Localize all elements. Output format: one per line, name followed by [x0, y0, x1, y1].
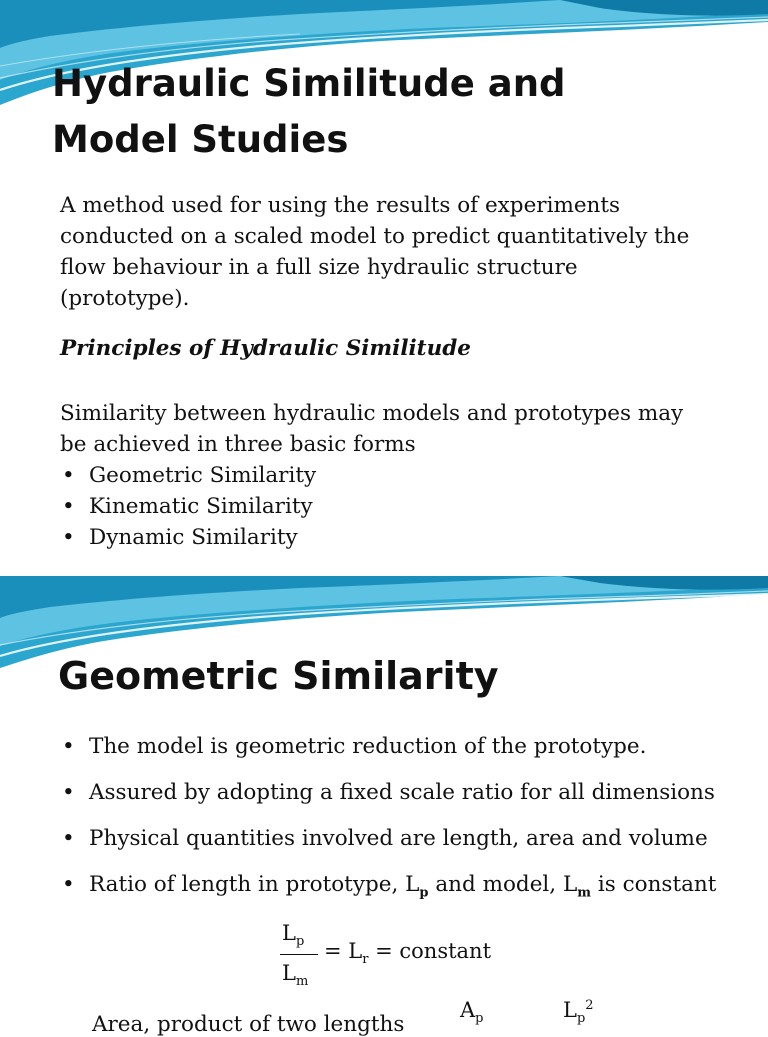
list-item — [60, 522, 750, 553]
bullet-icon: • — [62, 780, 75, 805]
area-length-term: $L_p^2$ — [563, 998, 594, 1027]
form-label: Geometric Similarity — [89, 463, 317, 488]
list-item — [60, 816, 760, 862]
formula-numerator: $L_p$ — [282, 921, 305, 950]
principles-heading: Principles of Hydraulic Similitude — [60, 336, 471, 361]
bullet-icon: • — [62, 525, 75, 550]
bullet-text: Physical quantities involved are length, area and volume — [89, 826, 708, 851]
intro-line: A method used for using the results of experiments — [60, 193, 621, 218]
list-item — [60, 460, 750, 491]
bullet-icon: • — [62, 872, 75, 897]
slide-title: Geometric Similarity — [58, 654, 499, 698]
area-numerator: $A_p$ — [460, 998, 484, 1027]
bullet-icon: • — [62, 494, 75, 519]
title-line-1: Hydraulic Similitude and — [52, 62, 566, 105]
bullet-icon: • — [62, 826, 75, 851]
ratio-bullet-text: Ratio of length in prototype, $L_p$ and model, $L_m$ is constant — [89, 872, 717, 901]
list-item — [60, 770, 760, 816]
intro-line: (prototype). — [60, 286, 190, 311]
bullet-list — [60, 724, 760, 916]
form-label: Kinematic Similarity — [89, 494, 313, 519]
geometric-bullets — [60, 724, 760, 916]
similarity-line: be achieved in three basic forms — [60, 432, 416, 457]
area-text: Area, product of two lengths — [92, 1012, 405, 1037]
title-line-2: Model Studies — [52, 118, 349, 161]
intro-paragraph — [60, 190, 750, 314]
formula-denominator: $L_m$ — [282, 961, 309, 990]
intro-line: flow behaviour in a full size hydraulic structure — [60, 255, 578, 280]
similarity-line: Similarity between hydraulic models and prototypes may — [60, 401, 684, 426]
bullet-text: Assured by adopting a fixed scale ratio for all dimensions — [89, 780, 715, 805]
intro-line: conducted on a scaled model to predict quantitatively the — [60, 224, 690, 249]
bullet-text: The model is geometric reduction of the prototype. — [89, 734, 647, 759]
slide-2 — [0, 576, 768, 1037]
form-label: Dynamic Similarity — [89, 525, 298, 550]
list-item — [60, 491, 750, 522]
list-item — [60, 862, 760, 916]
fraction-bar — [280, 954, 318, 955]
slide-title — [52, 56, 566, 168]
formula-rhs: = $L_r$ = constant — [324, 939, 492, 968]
bullet-icon: • — [62, 734, 75, 759]
list-item — [60, 724, 760, 770]
length-ratio-formula — [280, 921, 580, 1001]
similarity-forms-list — [60, 460, 750, 553]
bullet-icon: • — [62, 463, 75, 488]
similarity-section — [60, 398, 750, 553]
